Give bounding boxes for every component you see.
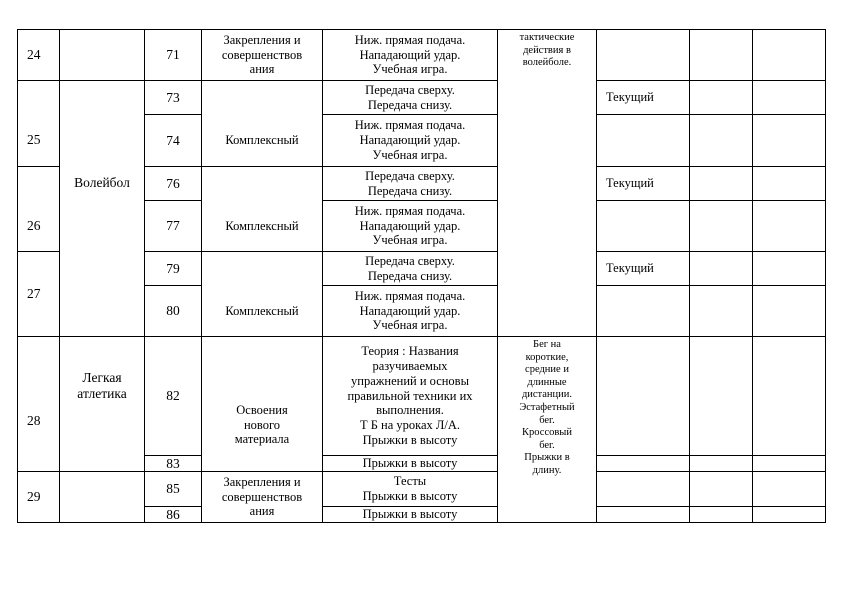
lesson-type: Закрепления и совершенствов ания [221,32,303,77]
lesson-content: Ниж. прямая подача. Нападающий удар. Учебная игра. [354,288,466,333]
lesson-number: 73 [166,89,180,105]
row-number-26: 26 [27,217,41,233]
lesson-content: Передача сверху. Передача снизу. [365,82,455,112]
lesson-type: Комплексный [225,218,299,233]
lesson-number: 86 [166,506,180,522]
lesson-content: Передача сверху. Передача снизу. [365,168,455,198]
lesson-content: Ниж. прямая подача. Нападающий удар. Учебная игра. [354,118,466,162]
lesson-number: 77 [166,218,180,234]
control-type: Текущий [606,261,654,276]
lesson-number: 76 [166,175,180,191]
lesson-content: Ниж. прямая подача. Нападающий удар. Учебная игра. [354,32,466,77]
lesson-type: Комплексный [225,303,299,318]
lesson-number: 71 [166,47,180,63]
lesson-content: Передача сверху. Передача снизу. [365,253,455,283]
lesson-number: 82 [166,388,180,404]
lesson-number: 85 [166,481,180,497]
row-number-29: 29 [27,489,41,505]
requirements-volleyball: тактические действия в волейболе. [519,32,575,69]
lesson-number: 80 [166,303,180,319]
lesson-content: Теория : Названия разучиваемых упражнений и основы правильной техники их выполнения. Т Б на уроках Л/А. Прыжки в высоту [347,344,473,447]
requirements-athletics: Бег на короткие, средние и длинные дистанции. Эстафетный бег. Кроссовый бег. Прыжки в длину. [519,339,575,476]
lesson-content: Прыжки в высоту [362,507,458,522]
lesson-number: 74 [166,132,180,148]
lesson-content: Ниж. прямая подача. Нападающий удар. Учебная игра. [354,203,466,248]
lesson-type: Освоения нового материала [234,402,290,447]
lesson-type: Комплексный [225,133,299,148]
lesson-content: Тесты Прыжки в высоту [362,474,458,503]
row-number-27: 27 [27,286,41,302]
row-number-28: 28 [27,413,41,429]
lesson-content: Прыжки в высоту [362,456,458,471]
section-volleyball: Волейбол [74,175,130,191]
lesson-number: 83 [166,455,180,471]
control-type: Текущий [606,90,654,105]
control-type: Текущий [606,176,654,191]
lesson-number: 79 [166,260,180,276]
row-number-24: 24 [27,47,41,63]
lesson-type: Закрепления и совершенствов ания [221,474,303,519]
section-athletics: Легкая атлетика [77,370,127,401]
row-number-25: 25 [27,132,41,148]
